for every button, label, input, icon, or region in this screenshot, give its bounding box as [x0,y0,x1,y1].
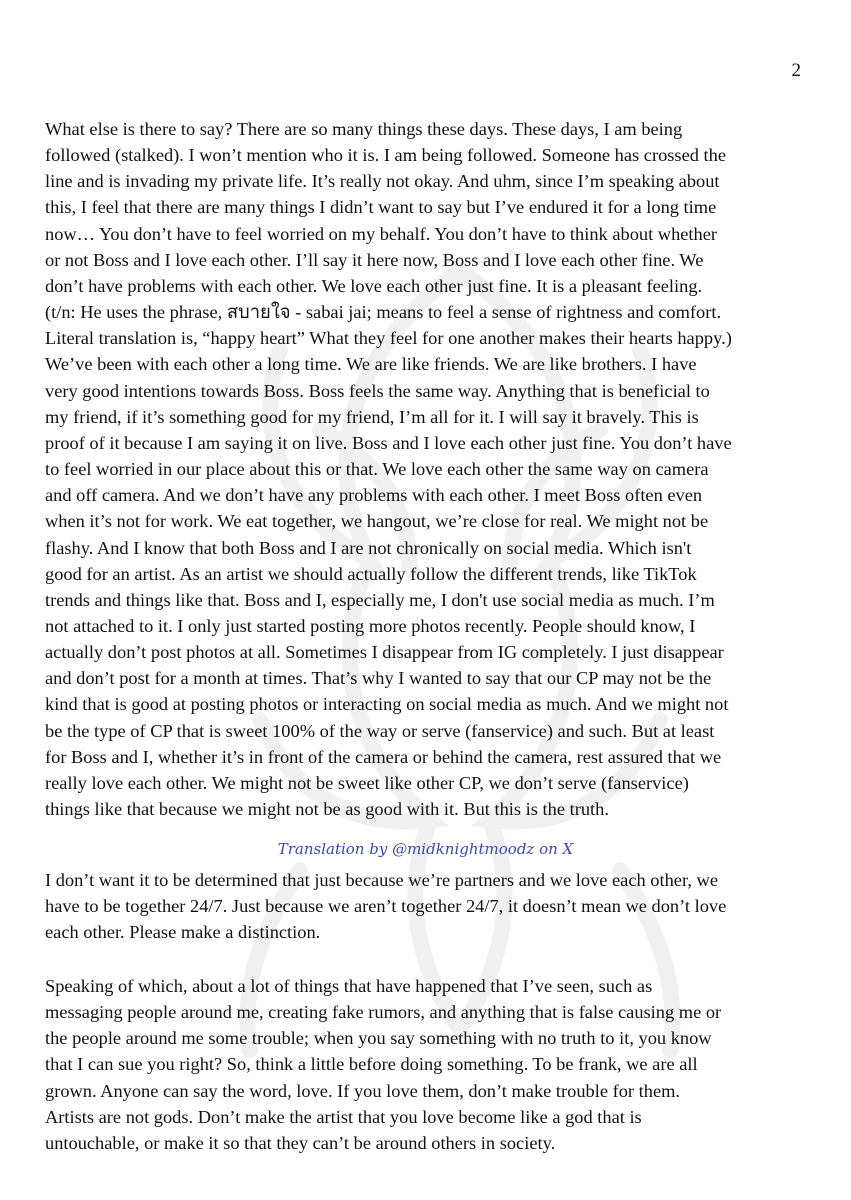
text-line: line and is invading my private life. It’s really not okay. And uhm, since I’m speaking about [45,171,720,192]
text-line: the people around me some trouble; when you say something with no truth to it, you know [45,1028,712,1049]
text-line: my friend, if it’s something good for my friend, I’m all for it. I will say it bravely. This is [45,406,699,427]
text-line: really love each other. We might not be sweet like other CP, we don’t serve (fanservice) [45,772,689,793]
text-line: to feel worried in our place about this or that. We love each other the same way on camera [45,459,709,480]
text-line: flashy. And I know that both Boss and I are not chronically on social media. Which isn't [45,537,692,558]
text-line: for Boss and I, whether it’s in front of the camera or behind the camera, rest assured that we [45,746,722,767]
paragraph-2 [45,867,815,945]
text-line: What else is there to say? There are so many things these days. These days, I am being [45,119,683,139]
translation-credit: Translation by @midknightmoodz on X [277,840,574,858]
text-line: followed (stalked). I won’t mention who it is. I am being followed. Someone has crossed the [45,145,727,166]
text-line: now… You don’t have to feel worried on my behalf. You don’t have to think about whether [45,223,718,244]
text-line: and off camera. And we don’t have any problems with each other. I meet Boss often even [45,485,703,506]
text-line: don’t have problems with each other. We love each other just fine. It is a pleasant feeling. [45,275,703,296]
text-line: trends and things like that. Boss and I, especially me, I don't use social media as much. I’m [45,589,715,610]
text-line: have to be together 24/7. Just because we aren’t together 24/7, it doesn’t mean we don’t love [45,896,727,917]
text-line: Speaking of which, about a lot of things that have happened that I’ve seen, such as [45,976,653,996]
paragraph-3 [45,973,815,1156]
text-line: proof of it because I am saying it on live. Boss and I love each other just fine. You don’t have [45,432,732,453]
text-line: Literal translation is, “happy heart” What they feel for one another makes their hearts happy.) [45,328,732,349]
text-line: good for an artist. As an artist we should actually follow the different trends, like TikTok [45,563,697,584]
text-line: things like that because we might not be as good with it. But this is the truth. [45,799,609,820]
text-line: untouchable, or make it so that they can’t be around others in society. [45,1132,556,1153]
text-line: when it’s not for work. We eat together, we hangout, we’re close for real. We might not be [45,511,709,532]
page-number: 2 [791,60,801,81]
text-line: (t/n: He uses the phrase, สบายใจ - sabai jai; means to feel a sense of rightness and comfort. [45,302,722,323]
text-line: this, I feel that there are many things I didn’t want to say but I’ve endured it for a long time [45,197,717,218]
text-line: grown. Anyone can say the word, love. If you love them, don’t make trouble for them. [45,1080,681,1101]
text-line: each other. Please make a distinction. [45,922,321,943]
text-line: very good intentions towards Boss. Boss feels the same way. Anything that is beneficial to [45,380,710,401]
text-line: We’ve been with each other a long time. We are like friends. We are like brothers. I have [45,354,697,375]
text-line: actually don’t post photos at all. Sometimes I disappear from IG completely. I just disappear [45,642,724,663]
text-line: that I can sue you right? So, think a little before doing something. To be frank, we are all [45,1054,698,1075]
text-line: messaging people around me, creating fake rumors, and anything that is false causing me or [45,1002,722,1023]
text-line: not attached to it. I only just started posting more photos recently. People should know, I [45,615,696,636]
text-line: I don’t want it to be determined that just because we’re partners and we love each other, we [45,870,718,890]
text-line: be the type of CP that is sweet 100% of the way or serve (fanservice) and such. But at least [45,720,715,741]
paragraph-1 [45,116,815,822]
text-line: Artists are not gods. Don’t make the artist that you love become like a god that is [45,1106,642,1127]
text-line: kind that is good at posting photos or interacting on social media as much. And we might not [45,694,729,715]
text-line: and don’t post for a month at times. That’s why I wanted to say that our CP may not be the [45,668,712,689]
text-line: or not Boss and I love each other. I’ll say it here now, Boss and I love each other fine. We [45,249,704,270]
